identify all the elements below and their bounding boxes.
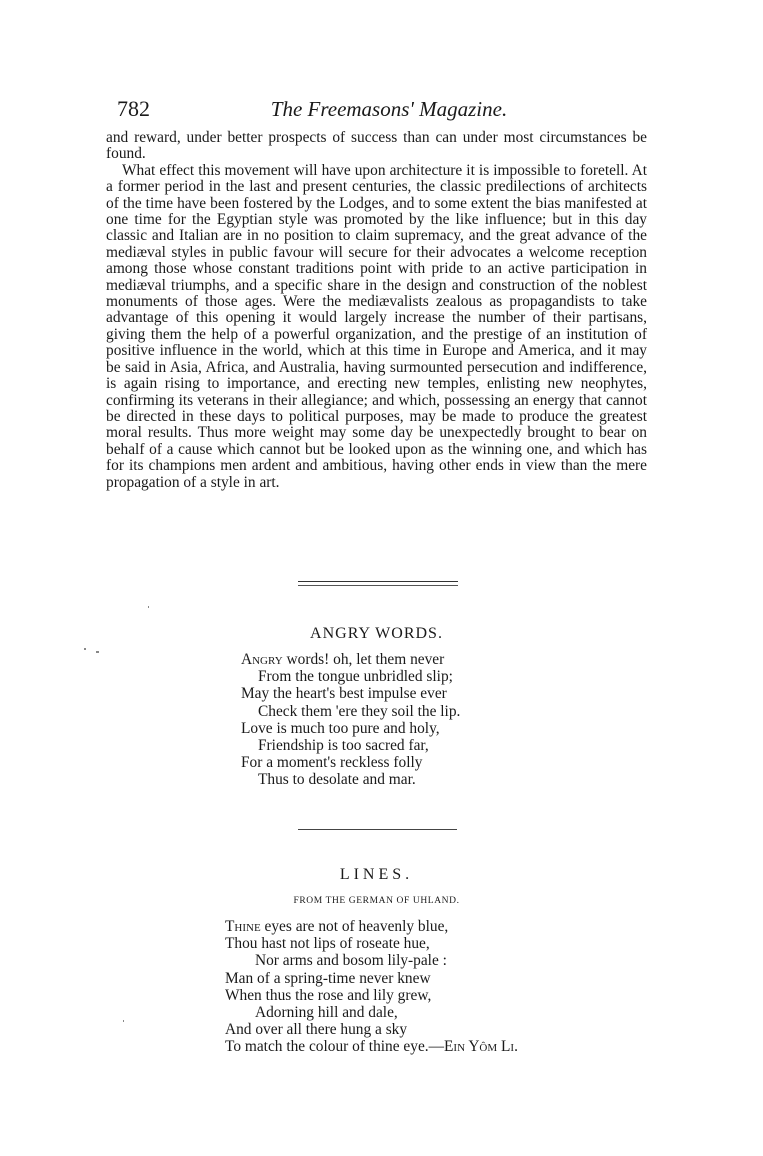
poem-subtitle: FROM THE GERMAN OF UHLAND. — [293, 896, 460, 906]
poem-initial-word: Angry — [241, 651, 283, 668]
poem-line: May the heart's best impulse ever — [241, 685, 447, 703]
poem-line: Thus to desolate and mar. — [258, 771, 416, 789]
poem-line-text: words! oh, let them never — [282, 651, 445, 668]
poem-title-lines: LINES. — [339, 866, 414, 883]
scan-speck — [123, 1020, 124, 1022]
poem-line: Love is much too pure and holy, — [241, 719, 440, 737]
article-paragraph: and reward, under better prospects of success than can under most circumstances be found. — [106, 129, 647, 163]
poem-line — [225, 1038, 518, 1055]
poem-title-angry-words: ANGRY WORDS. — [310, 625, 443, 642]
poem-line — [225, 918, 518, 935]
poem-line: Check them 'ere they soil the lip. — [258, 702, 461, 720]
poem-line: Thou hast not lips of roseate hue, — [225, 935, 430, 953]
page-number: 782 — [117, 96, 150, 121]
poem-signature: Ein Yôm Li. — [444, 1038, 518, 1056]
poem-line: Nor arms and bosom lily-pale : — [255, 952, 447, 970]
poem-line: And over all there hung a sky — [225, 1021, 408, 1039]
poem-angry-words — [241, 651, 460, 789]
poem-line: Man of a spring-time never knew — [225, 969, 431, 987]
poem-line: Friendship is too sacred far, — [258, 737, 429, 755]
section-divider — [298, 581, 458, 586]
poem-line — [241, 651, 460, 668]
poem-line: Adorning hill and dale, — [255, 1004, 398, 1022]
poem-lines — [225, 918, 518, 1056]
poem-line: When thus the rose and lily grew, — [225, 986, 432, 1004]
section-divider — [298, 829, 457, 830]
poem-line: For a moment's reckless folly — [241, 754, 423, 772]
scan-speck — [96, 651, 99, 653]
poem-line-text: To match the colour of thine eye.— — [225, 1038, 445, 1056]
poem-initial-word: Thine — [225, 918, 261, 935]
poem-line-text: eyes are not of heavenly blue, — [260, 918, 449, 935]
running-title: The Freemasons' Magazine. — [270, 97, 508, 121]
scan-speck — [84, 648, 86, 650]
scan-speck — [148, 606, 149, 608]
poem-line: From the tongue unbridled slip; — [258, 668, 453, 686]
article-body — [106, 130, 647, 491]
page-header — [117, 96, 647, 122]
article-paragraph: What effect this movement will have upon architecture it is impossible to foretell. At a former period in the last and present centuries, the classic predilections of architects of the time have been fostered by the Lodges, and to some extent the bias manifested at one time for the Egyptian style was promoted by the like influence; but in this day classic and Italian are in no position to claim supremacy, and the great advance of the mediæval styles in public favour will secure for their advocates a welcome reception among those whose constant traditions point with pride to an active participation in mediæval triumphs, and a specific share in the design and construction of the noblest monuments of those ages. Were the mediævalists zealous as propagandists to take advantage of this opening it would largely increase the number of their partisans, giving them the help of a powerful organization, and the prestige of an institution of positive influence in the world, which at this time in Europe and America, and it may be said in Asia, Africa, and Australia, having surmounted persecution and indifference, is again rising to importance, and erecting new temples, enlisting new neophytes, confirming its veterans in their allegiance; and which, possessing an energy that cannot be directed in these days to political purposes, may be made to produce the greatest moral results. Thus more weight may some day be unexpectedly brought to bear on behalf of a cause which cannot but be looked upon as the winning one, and which has for its champions men ardent and ambitious, having other ends in view than the mere propagation of a style in art. — [106, 161, 647, 491]
